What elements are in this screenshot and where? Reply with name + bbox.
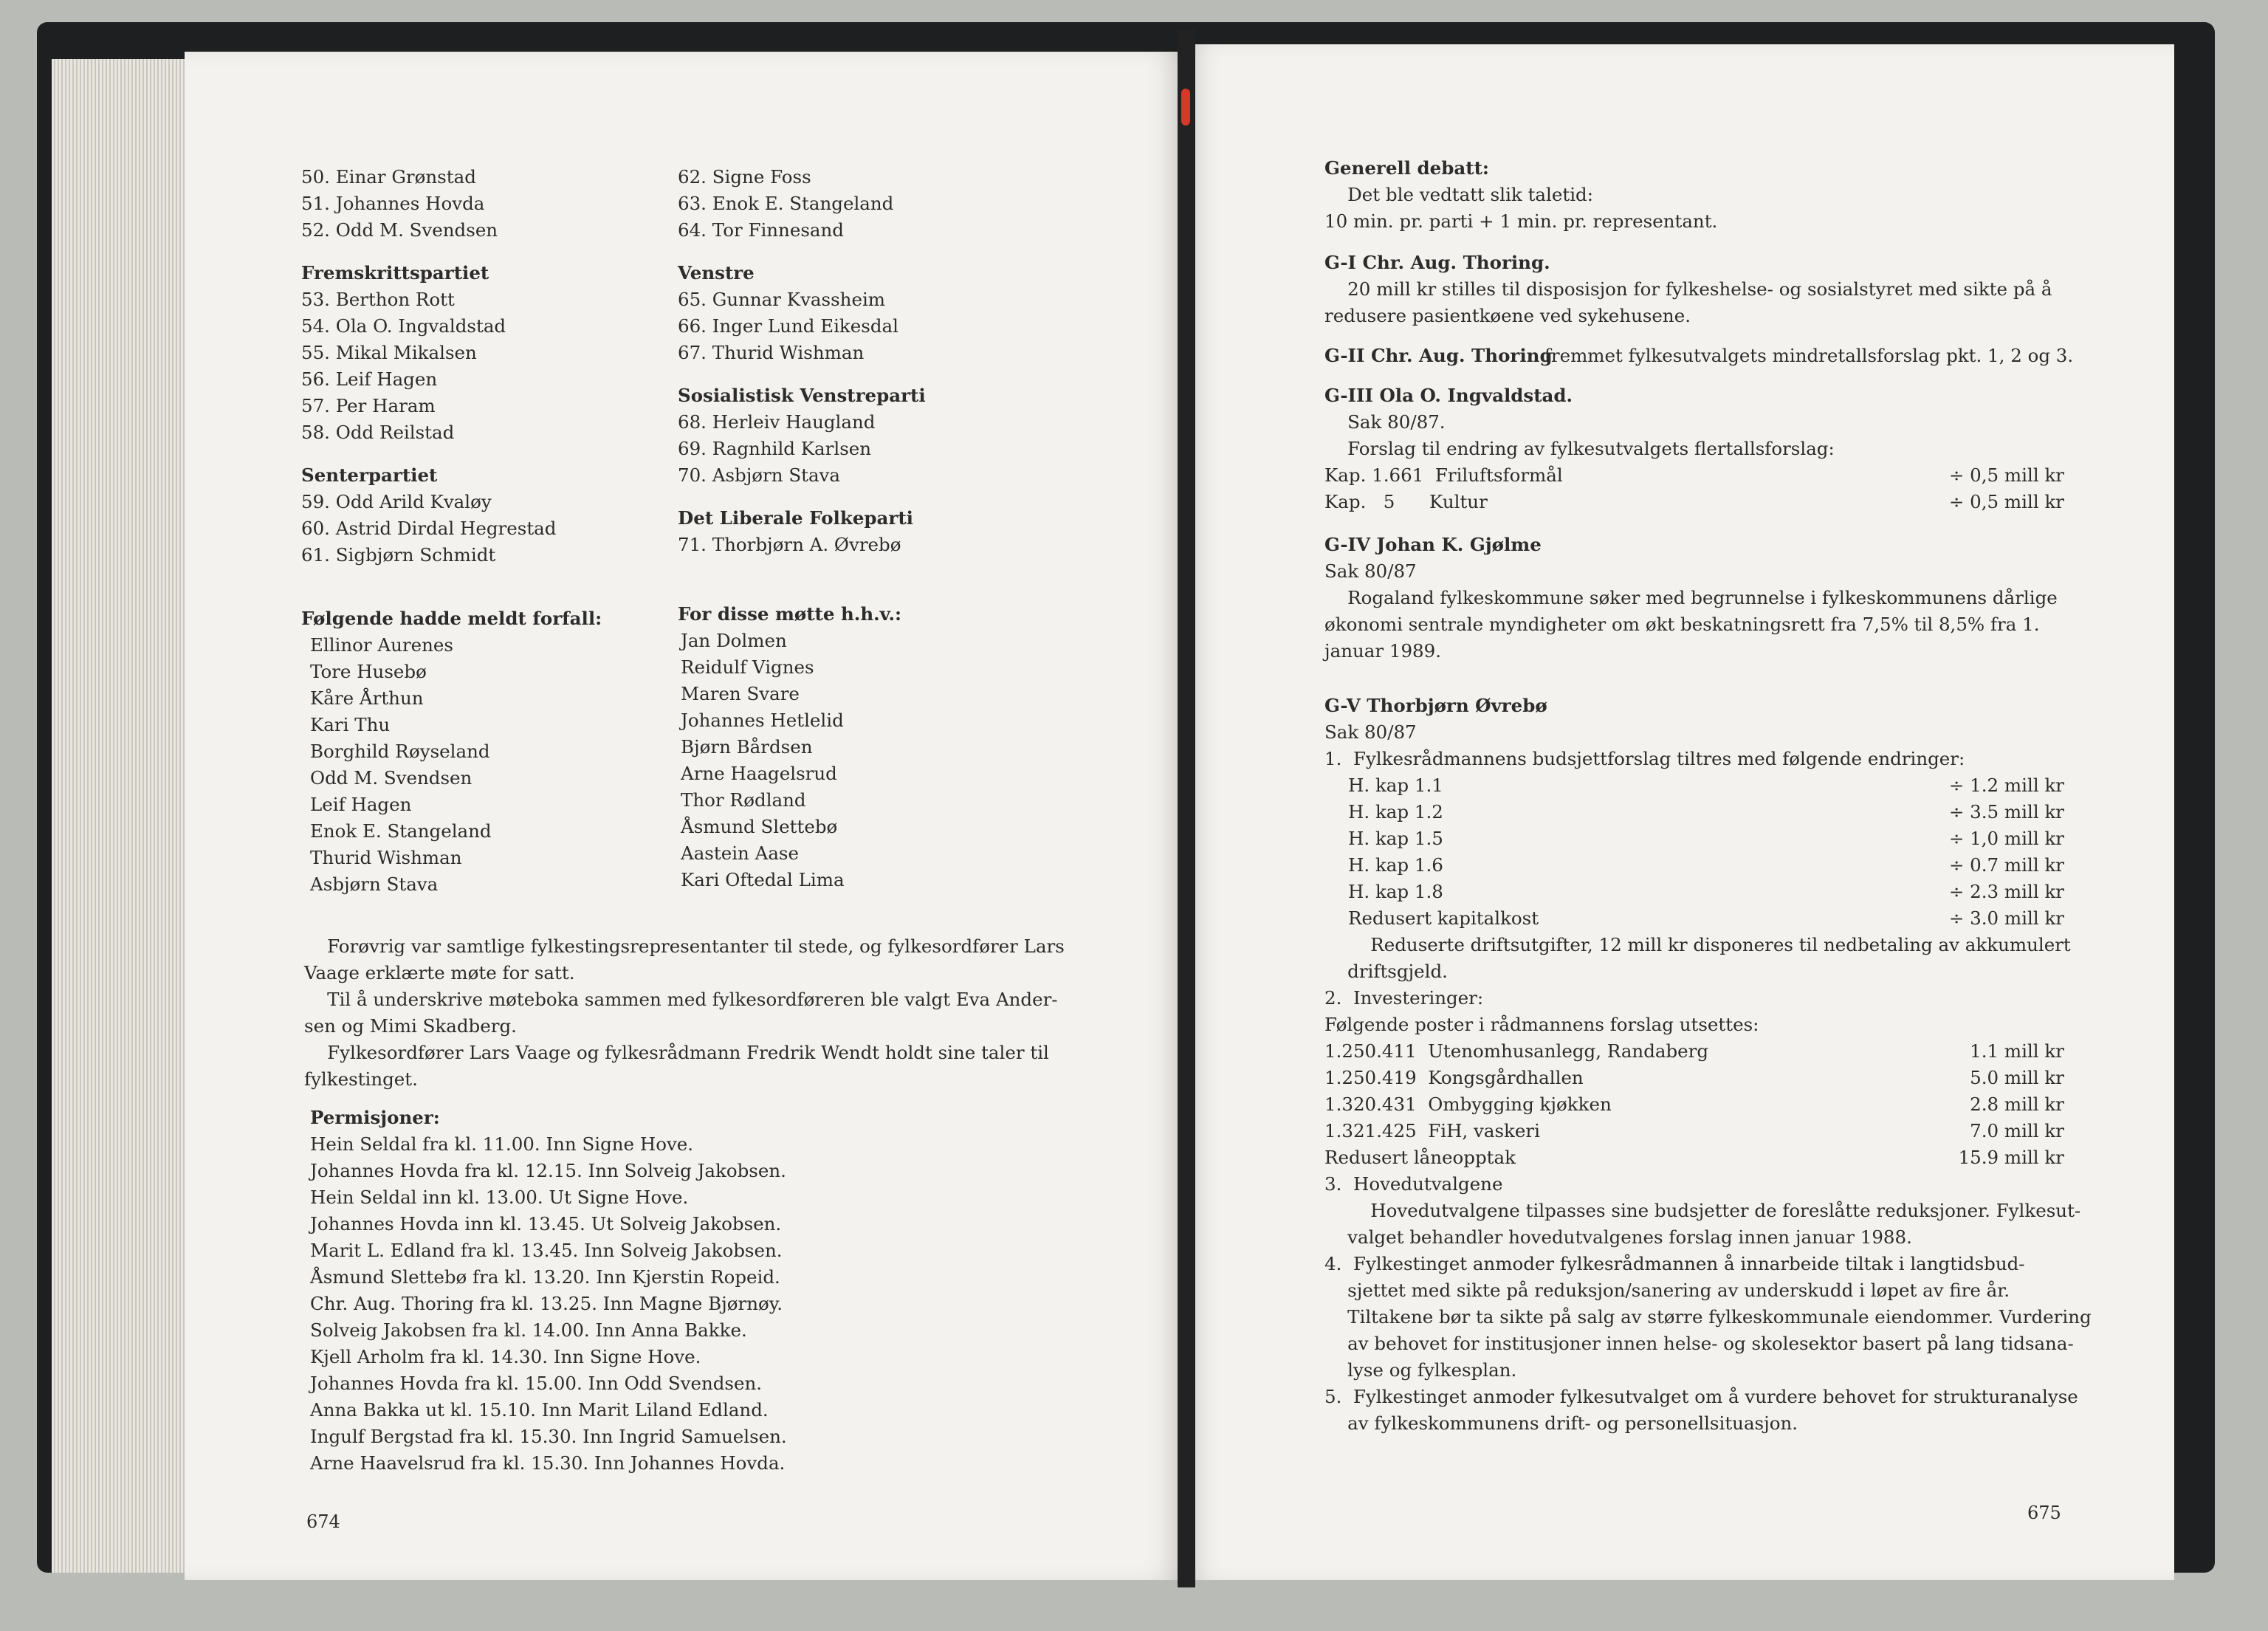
permisjon-line: Solveig Jakobsen fra kl. 14.00. Inn Anna Bakke. bbox=[310, 1319, 747, 1341]
member-line: 63. Enok E. Stangeland bbox=[678, 193, 894, 214]
kap-row-label: H. kap 1.8 bbox=[1348, 881, 1443, 902]
member-line: 59. Odd Arild Kvaløy bbox=[301, 491, 492, 512]
party-heading: Venstre bbox=[678, 262, 755, 284]
paragraph-line: Sak 80/87 bbox=[1324, 721, 1417, 743]
member-line: 50. Einar Grønstad bbox=[301, 166, 476, 188]
section-heading: G-I Chr. Aug. Thoring. bbox=[1324, 252, 1550, 273]
member-line: 69. Ragnhild Karlsen bbox=[678, 438, 872, 459]
section-heading: G-IV Johan K. Gjølme bbox=[1324, 534, 1542, 555]
permisjon-line: Hein Seldal fra kl. 11.00. Inn Signe Hove. bbox=[310, 1133, 694, 1155]
paragraph-line: valget behandler hovedutvalgenes forslag innen januar 1988. bbox=[1324, 1226, 1912, 1248]
paragraph-line: Følgende poster i rådmannens forslag utsettes: bbox=[1324, 1014, 1759, 1035]
paragraph-line: 1. Fylkesrådmannens budsjettforslag tiltres med følgende endringer: bbox=[1324, 748, 1965, 769]
permisjon-line: Arne Haavelsrud fra kl. 15.30. Inn Johannes Hovda. bbox=[310, 1452, 786, 1474]
member-line: 71. Thorbjørn A. Øvrebø bbox=[678, 534, 901, 555]
budget-row-label: Kap. 1.661 Friluftsformål bbox=[1324, 464, 1563, 486]
party-heading: Fremskrittspartiet bbox=[301, 262, 489, 284]
paragraph-line: av fylkeskommunens drift- og personellsituasjon. bbox=[1324, 1412, 1798, 1434]
permisjon-line: Johannes Hovda inn kl. 13.45. Ut Solveig Jakobsen. bbox=[310, 1213, 782, 1235]
investment-row-label: 1.250.419 Kongsgårdhallen bbox=[1324, 1067, 1584, 1088]
absent-line: Odd M. Svendsen bbox=[310, 767, 472, 789]
member-line: 55. Mikal Mikalsen bbox=[301, 342, 477, 363]
member-line: 62. Signe Foss bbox=[678, 166, 811, 188]
member-line: 52. Odd M. Svendsen bbox=[301, 219, 498, 241]
paragraph-line: redusere pasientkøene ved sykehusene. bbox=[1324, 305, 1691, 326]
section-heading: G-III Ola O. Ingvaldstad. bbox=[1324, 385, 1573, 406]
kap-row-label: H. kap 1.5 bbox=[1348, 828, 1443, 849]
paragraph-line: 20 mill kr stilles til disposisjon for fylkeshelse- og sosialstyret med sikte på å bbox=[1324, 278, 2052, 300]
paragraph-line: lyse og fylkesplan. bbox=[1324, 1359, 1517, 1381]
kap-row-value: ÷ 0.7 mill kr bbox=[1948, 854, 2064, 876]
member-line: 61. Sigbjørn Schmidt bbox=[301, 544, 496, 566]
member-line: 56. Leif Hagen bbox=[301, 368, 438, 390]
investment-row-label: 1.250.411 Utenomhusanlegg, Randaberg bbox=[1324, 1040, 1709, 1062]
substitute-line: Åsmund Slettebø bbox=[681, 816, 838, 837]
investment-row-value: 5.0 mill kr bbox=[1970, 1067, 2064, 1088]
paragraph-line: av behovet for institusjoner innen helse- og skolesektor basert på lang tidsana- bbox=[1324, 1333, 2074, 1354]
paragraph-line: Hovedutvalgene tilpasses sine budsjetter de foreslåtte reduksjoner. Fylkesut- bbox=[1324, 1200, 2081, 1221]
kap-row-value: ÷ 3.5 mill kr bbox=[1948, 801, 2064, 823]
party-heading: Sosialistisk Venstreparti bbox=[678, 385, 926, 406]
investment-row-label: Redusert låneopptak bbox=[1324, 1147, 1516, 1168]
member-line: 53. Berthon Rott bbox=[301, 289, 455, 310]
absent-line: Thurid Wishman bbox=[310, 847, 462, 868]
member-line: 60. Astrid Dirdal Hegrestad bbox=[301, 518, 557, 539]
absent-line: Kåre Årthun bbox=[310, 687, 424, 709]
bookmark-ribbon bbox=[1181, 89, 1190, 126]
permisjon-line: Johannes Hovda fra kl. 15.00. Inn Odd Svendsen. bbox=[310, 1373, 763, 1394]
permisjon-line: Kjell Arholm fra kl. 14.30. Inn Signe Hove. bbox=[310, 1346, 701, 1367]
section-heading: G-V Thorbjørn Øvrebø bbox=[1324, 695, 1547, 716]
paragraph-line: 10 min. pr. parti + 1 min. pr. representant. bbox=[1324, 210, 1718, 232]
kap-row-label: H. kap 1.6 bbox=[1348, 854, 1443, 876]
section-heading: For disse møtte h.h.v.: bbox=[678, 603, 902, 625]
investment-row-label: 1.320.431 Ombygging kjøkken bbox=[1324, 1093, 1612, 1115]
paragraph-line: Sak 80/87. bbox=[1324, 411, 1446, 433]
permisjon-line: Ingulf Bergstad fra kl. 15.30. Inn Ingrid Samuelsen. bbox=[310, 1426, 787, 1447]
paragraph-line: Til å underskrive møteboka sammen med fylkesordføreren ble valgt Eva Ander- bbox=[304, 989, 1058, 1010]
absent-line: Kari Thu bbox=[310, 714, 391, 735]
book-gutter bbox=[1178, 30, 1195, 1587]
paragraph-line: fylkestinget. bbox=[304, 1068, 418, 1090]
member-line: 51. Johannes Hovda bbox=[301, 193, 485, 214]
substitute-line: Kari Oftedal Lima bbox=[681, 869, 845, 890]
member-line: 70. Asbjørn Stava bbox=[678, 464, 841, 486]
paragraph-line: sen og Mimi Skadberg. bbox=[304, 1015, 517, 1037]
member-line: 58. Odd Reilstad bbox=[301, 422, 455, 443]
budget-row-label: Kap. 5 Kultur bbox=[1324, 491, 1488, 512]
member-line: 57. Per Haram bbox=[301, 395, 436, 416]
section-heading: Permisjoner: bbox=[310, 1107, 440, 1128]
absent-line: Enok E. Stangeland bbox=[310, 820, 492, 842]
permisjon-line: Hein Seldal inn kl. 13.00. Ut Signe Hove. bbox=[310, 1187, 689, 1208]
section-heading: Følgende hadde meldt forfall: bbox=[301, 608, 602, 629]
kap-row-value: ÷ 1.2 mill kr bbox=[1948, 775, 2064, 796]
party-heading: Det Liberale Folkeparti bbox=[678, 507, 913, 529]
paragraph-line: 3. Hovedutvalgene bbox=[1324, 1173, 1503, 1195]
paragraph-line: 2. Investeringer: bbox=[1324, 987, 1484, 1009]
paragraph-line: Vaage erklærte møte for satt. bbox=[304, 962, 575, 983]
kap-row-label: Redusert kapitalkost bbox=[1348, 907, 1539, 929]
paragraph-line: Rogaland fylkeskommune søker med begrunnelse i fylkeskommunens dårlige bbox=[1324, 587, 2058, 608]
investment-row-value: 7.0 mill kr bbox=[1970, 1120, 2064, 1141]
kap-row-label: H. kap 1.1 bbox=[1348, 775, 1443, 796]
absent-line: Tore Husebø bbox=[310, 661, 427, 682]
investment-row-label: 1.321.425 FiH, vaskeri bbox=[1324, 1120, 1540, 1141]
paragraph-line: sjettet med sikte på reduksjon/sanering av underskudd i løpet av fire år. bbox=[1324, 1280, 2010, 1301]
investment-row-value: 1.1 mill kr bbox=[1970, 1040, 2064, 1062]
permisjon-line: Marit L. Edland fra kl. 13.45. Inn Solveig Jakobsen. bbox=[310, 1240, 783, 1261]
paragraph-line: Forøvrig var samtlige fylkestingsrepresentanter til stede, og fylkesordfører Lars bbox=[304, 935, 1065, 957]
investment-row-value: 2.8 mill kr bbox=[1970, 1093, 2064, 1115]
paragraph-line: 4. Fylkestinget anmoder fylkesrådmannen å innarbeide tiltak i langtidsbud- bbox=[1324, 1253, 2025, 1274]
kap-row-value: ÷ 1,0 mill kr bbox=[1948, 828, 2064, 849]
member-line: 67. Thurid Wishman bbox=[678, 342, 865, 363]
absent-line: Ellinor Aurenes bbox=[310, 634, 453, 656]
member-line: 65. Gunnar Kvassheim bbox=[678, 289, 886, 310]
paragraph-line: Det ble vedtatt slik taletid: bbox=[1324, 184, 1593, 205]
page-number: 674 bbox=[306, 1511, 340, 1532]
section-heading: G-II Chr. Aug. Thoring bbox=[1324, 345, 1553, 366]
absent-line: Borghild Røyseland bbox=[310, 741, 490, 762]
page-number: 675 bbox=[2027, 1503, 2061, 1523]
substitute-line: Johannes Hetlelid bbox=[681, 710, 844, 731]
budget-row-value: ÷ 0,5 mill kr bbox=[1948, 464, 2064, 486]
paragraph-line: driftsgjeld. bbox=[1324, 961, 1448, 982]
paragraph-line: Sak 80/87 bbox=[1324, 560, 1417, 582]
budget-row-value: ÷ 0,5 mill kr bbox=[1948, 491, 2064, 512]
substitute-line: Aastein Aase bbox=[681, 842, 799, 864]
permisjon-line: Chr. Aug. Thoring fra kl. 13.25. Inn Magne Bjørnøy. bbox=[310, 1293, 783, 1314]
paragraph-line: Fylkesordfører Lars Vaage og fylkesrådmann Fredrik Wendt holdt sine taler til bbox=[304, 1042, 1049, 1063]
paragraph-line: Forslag til endring av fylkesutvalgets flertallsforslag: bbox=[1324, 438, 1835, 459]
kap-row-value: ÷ 3.0 mill kr bbox=[1948, 907, 2064, 929]
substitute-line: Reidulf Vignes bbox=[681, 656, 814, 678]
section-heading: Generell debatt: bbox=[1324, 157, 1489, 179]
absent-line: Asbjørn Stava bbox=[310, 873, 439, 895]
member-line: 54. Ola O. Ingvaldstad bbox=[301, 315, 506, 337]
investment-row-value: 15.9 mill kr bbox=[1958, 1147, 2064, 1168]
substitute-line: Jan Dolmen bbox=[681, 630, 787, 651]
member-line: 64. Tor Finnesand bbox=[678, 219, 844, 241]
permisjon-line: Åsmund Slettebø fra kl. 13.20. Inn Kjerstin Ropeid. bbox=[310, 1266, 780, 1288]
substitute-line: Bjørn Bårdsen bbox=[681, 736, 813, 758]
permisjon-line: Anna Bakka ut kl. 15.10. Inn Marit Liland Edland. bbox=[310, 1399, 769, 1421]
kap-row-label: H. kap 1.2 bbox=[1348, 801, 1443, 823]
substitute-line: Arne Haagelsrud bbox=[681, 763, 837, 784]
paragraph-line: januar 1989. bbox=[1324, 640, 1442, 662]
kap-row-value: ÷ 2.3 mill kr bbox=[1948, 881, 2064, 902]
paragraph-line: 5. Fylkestinget anmoder fylkesutvalget om å vurdere behovet for strukturanalyse bbox=[1324, 1386, 2078, 1407]
paragraph-line: Reduserte driftsutgifter, 12 mill kr disponeres til nedbetaling av akkumulert bbox=[1324, 934, 2071, 955]
paragraph-line: fremmet fylkesutvalgets mindretallsforslag pkt. 1, 2 og 3. bbox=[1539, 345, 2074, 366]
paragraph-line: Tiltakene bør ta sikte på salg av større fylkeskommunale eiendommer. Vurdering bbox=[1324, 1306, 2092, 1328]
substitute-line: Maren Svare bbox=[681, 683, 800, 704]
member-line: 66. Inger Lund Eikesdal bbox=[678, 315, 898, 337]
page-edges bbox=[52, 59, 192, 1573]
member-line: 68. Herleiv Haugland bbox=[678, 411, 876, 433]
paragraph-line: økonomi sentrale myndigheter om økt beskatningsrett fra 7,5% til 8,5% fra 1. bbox=[1324, 614, 2040, 635]
party-heading: Senterpartiet bbox=[301, 464, 438, 486]
permisjon-line: Johannes Hovda fra kl. 12.15. Inn Solveig Jakobsen. bbox=[310, 1160, 786, 1181]
substitute-line: Thor Rødland bbox=[681, 789, 806, 811]
absent-line: Leif Hagen bbox=[310, 794, 412, 815]
